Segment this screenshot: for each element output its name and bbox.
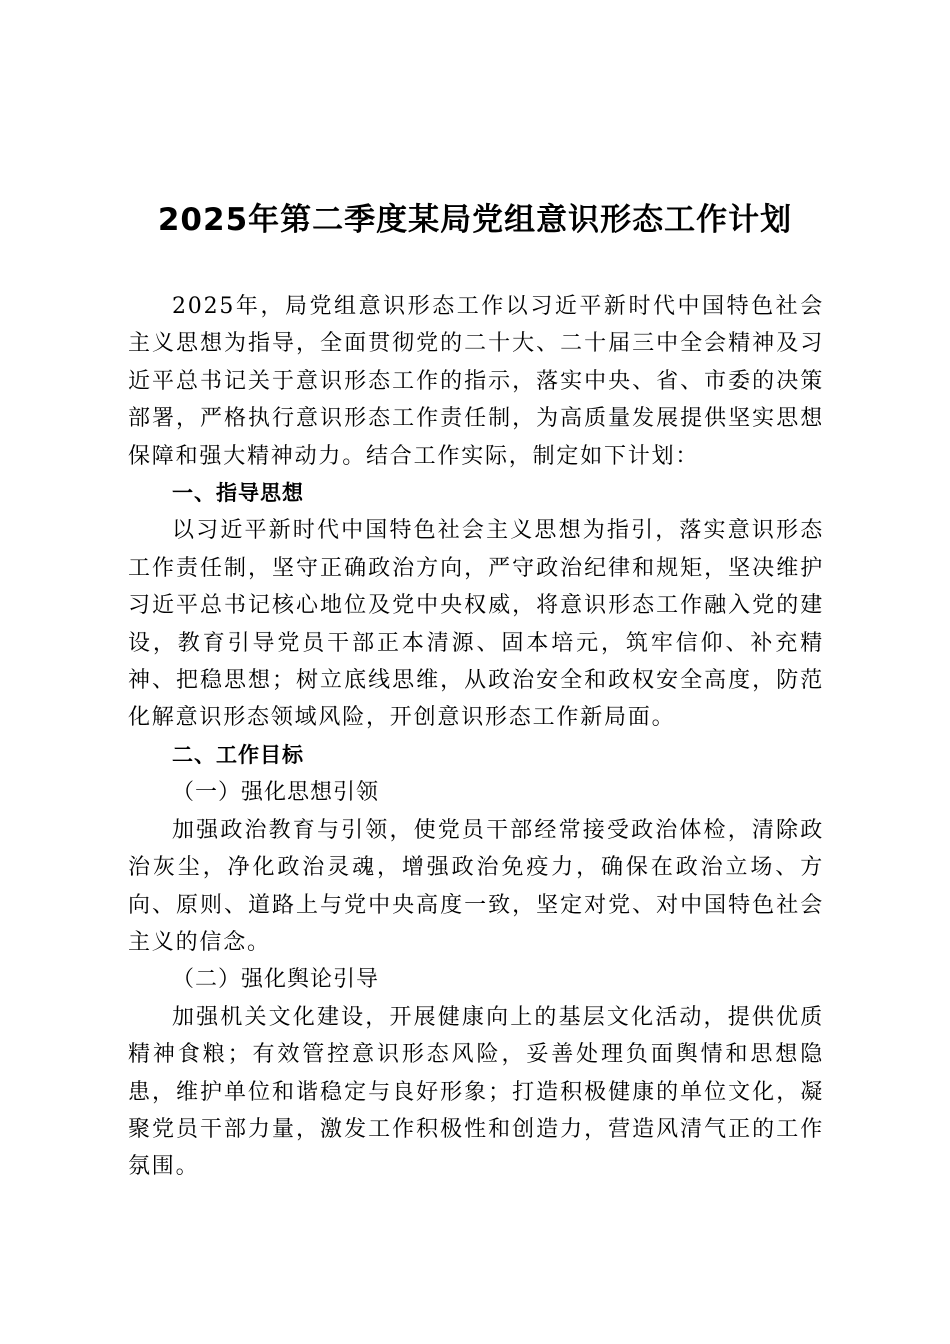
subsection-paragraph-ideological-leadership: 加强政治教育与引领，使党员干部经常接受政治体检，清除政治灰尘，净化政治灵魂，增强政治免疫力，确保在政治立场、方向、原则、道路上与党中央高度一致，坚定对党、对中国特色社会主义的信念。 [128,817,824,955]
subsection-heading-public-opinion: （二）强化舆论引导 [172,967,380,993]
subsection-paragraph-public-opinion: 加强机关文化建设，开展健康向上的基层文化活动，提供优质精神食粮；有效管控意识形态风险，妥善处理负面舆情和思想隐患，维护单位和谐稳定与良好形象；打造积极健康的单位文化，凝聚党员干部力量，激发工作积极性和创造力，营造风清气正的工作氛围。 [128,1004,824,1180]
intro-paragraph: 2025年，局党组意识形态工作以习近平新时代中国特色社会主义思想为指导，全面贯彻党的二十大、二十届三中全会精神及习近平总书记关于意识形态工作的指示，落实中央、省、市委的决策部署，严格执行意识形态工作责任制，为高质量发展提供坚实思想保障和强大精神动力。结合工作实际，制定如下计划： [128,294,824,469]
document-title: 2025年第二季度某局党组意识形态工作计划 [157,202,793,238]
section-heading-work-goals: 二、工作目标 [172,742,304,767]
subsection-heading-ideological-leadership: （一）强化思想引领 [172,780,380,806]
section-paragraph-guiding-ideology: 以习近平新时代中国特色社会主义思想为指引，落实意识形态工作责任制，坚守正确政治方向，严守政治纪律和规矩，坚决维护习近平总书记核心地位及党中央权威，将意识形态工作融入党的建设，教育引导党员干部正本清源、固本培元，筑牢信仰、补充精神、把稳思想；树立底线思维，从政治安全和政权安全高度，防范化解意识形态领域风险，开创意识形态工作新局面。 [128,518,824,731]
section-heading-guiding-ideology: 一、指导思想 [172,481,304,506]
document-body [128,288,824,1186]
